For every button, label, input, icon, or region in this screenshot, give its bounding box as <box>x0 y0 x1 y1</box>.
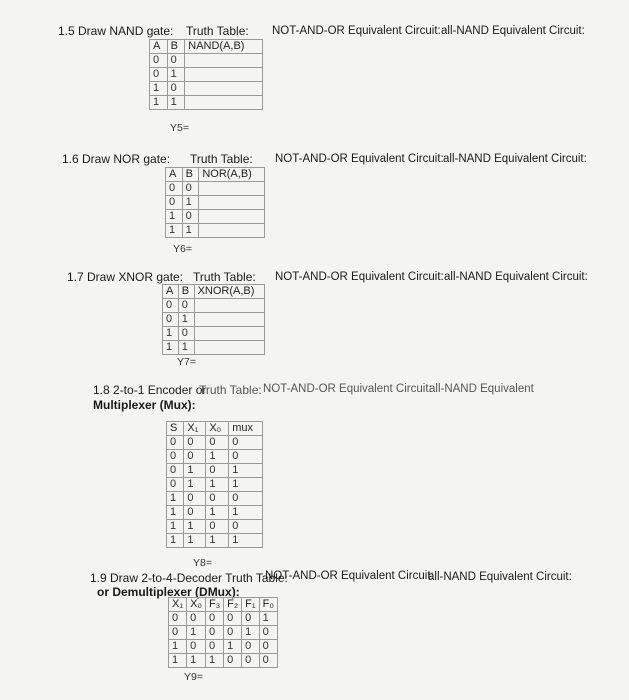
table-cell[interactable] <box>185 68 263 82</box>
xnor-truth-table-label: Truth Table: <box>193 270 256 284</box>
dmux-y-output: Y9= <box>184 671 203 683</box>
table-row <box>167 436 263 450</box>
column-header: B <box>178 285 194 299</box>
table-cell[interactable]: 1 <box>169 654 187 668</box>
table-cell[interactable]: 1 <box>167 68 185 82</box>
table-cell[interactable]: 0 <box>167 436 184 450</box>
table-cell[interactable]: 1 <box>229 506 263 520</box>
table-cell[interactable]: 0 <box>205 612 223 626</box>
table-cell[interactable]: 0 <box>187 612 206 626</box>
table-header-row <box>167 422 263 436</box>
table-cell[interactable]: 0 <box>182 182 199 196</box>
table-row <box>167 520 263 534</box>
table-cell[interactable]: 0 <box>163 299 179 313</box>
table-row <box>167 478 263 492</box>
table-cell[interactable]: 1 <box>169 640 187 654</box>
table-cell[interactable]: 0 <box>167 464 184 478</box>
table-row <box>166 210 265 224</box>
table-row <box>169 654 278 668</box>
column-header: F₃ <box>205 598 223 612</box>
table-cell[interactable] <box>185 82 263 96</box>
nand-truth-table-label: Truth Table: <box>186 24 249 38</box>
column-header: A <box>166 168 183 182</box>
table-cell[interactable] <box>199 210 265 224</box>
table-cell[interactable]: 0 <box>259 640 277 654</box>
table-cell[interactable]: 0 <box>206 492 229 506</box>
nor-y-output: Y6= <box>173 243 192 255</box>
column-header: B <box>167 40 185 54</box>
column-header: S <box>167 422 184 436</box>
table-row <box>163 313 265 327</box>
table-row <box>167 534 263 548</box>
table-row <box>169 626 278 640</box>
table-cell[interactable]: 1 <box>163 327 179 341</box>
dmux-section-title-line1: 1.9 Draw 2-to-4-Decoder Truth Table: <box>90 571 288 585</box>
table-row <box>163 341 265 355</box>
table-cell[interactable]: 0 <box>205 640 223 654</box>
table-cell[interactable]: 0 <box>169 612 187 626</box>
table-cell[interactable]: 1 <box>205 654 223 668</box>
table-cell[interactable] <box>185 54 263 68</box>
column-header: X₀ <box>187 598 206 612</box>
table-cell[interactable]: 0 <box>182 210 199 224</box>
table-cell[interactable] <box>194 299 264 313</box>
column-header: F₁ <box>242 598 259 612</box>
table-header-row <box>169 598 278 612</box>
table-cell[interactable]: 0 <box>229 450 263 464</box>
column-header: XNOR(A,B) <box>194 285 264 299</box>
nor-allnand-label: all-NAND Equivalent Circuit: <box>443 153 587 165</box>
column-header: NAND(A,B) <box>185 40 263 54</box>
table-cell[interactable]: 0 <box>224 612 242 626</box>
nor-notandor-label: NOT-AND-OR Equivalent Circuit: <box>275 153 444 165</box>
xnor-notandor-label: NOT-AND-OR Equivalent Circuit: <box>275 271 444 283</box>
table-row <box>163 299 265 313</box>
table-cell[interactable]: 1 <box>150 96 168 110</box>
table-cell[interactable]: 0 <box>178 299 194 313</box>
table-cell[interactable] <box>199 224 265 238</box>
table-row <box>150 82 263 96</box>
table-row <box>166 196 265 210</box>
table-row <box>150 54 263 68</box>
table-cell[interactable]: 1 <box>229 534 263 548</box>
column-header: B <box>182 168 199 182</box>
table-cell[interactable]: 0 <box>166 196 183 210</box>
table-cell[interactable]: 0 <box>163 313 179 327</box>
table-cell[interactable]: 0 <box>184 506 206 520</box>
table-row <box>169 612 278 626</box>
table-cell[interactable]: 1 <box>178 341 194 355</box>
nand-section-title: 1.5 Draw NAND gate: <box>58 24 174 38</box>
column-header: X₁ <box>169 598 187 612</box>
table-cell[interactable]: 1 <box>167 492 184 506</box>
table-cell[interactable]: 0 <box>242 654 259 668</box>
table-cell[interactable]: 1 <box>229 464 263 478</box>
table-header-row <box>163 285 265 299</box>
mux-truth-table-label: Truth Table: <box>199 383 262 397</box>
table-cell[interactable]: 0 <box>206 520 229 534</box>
table-cell[interactable]: 1 <box>206 506 229 520</box>
nor-truth-table-label: Truth Table: <box>190 152 253 166</box>
table-cell[interactable]: 1 <box>184 520 206 534</box>
table-row <box>167 492 263 506</box>
table-cell[interactable]: 0 <box>167 82 185 96</box>
xnor-section-title: 1.7 Draw XNOR gate: <box>67 270 184 284</box>
column-header: F₂ <box>224 598 242 612</box>
mux-allnand-label: all-NAND Equivalent <box>429 383 534 395</box>
table-cell[interactable] <box>194 341 264 355</box>
column-header: A <box>150 40 168 54</box>
dmux-truth-table <box>168 597 278 668</box>
table-row <box>169 640 278 654</box>
table-cell[interactable]: 1 <box>182 224 199 238</box>
table-cell[interactable]: 0 <box>169 626 187 640</box>
xnor-allnand-label: all-NAND Equivalent Circuit: <box>444 271 588 283</box>
table-cell[interactable] <box>185 96 263 110</box>
column-header: mux <box>229 422 263 436</box>
table-cell[interactable]: 1 <box>206 478 229 492</box>
column-header: X₁ <box>184 422 206 436</box>
table-cell[interactable]: 0 <box>259 626 277 640</box>
dmux-section-title-line2: or Demultiplexer (DMux): <box>97 585 240 599</box>
table-cell[interactable]: 1 <box>184 534 206 548</box>
table-cell[interactable]: 0 <box>167 450 184 464</box>
table-cell[interactable]: 1 <box>184 464 206 478</box>
table-cell[interactable]: 1 <box>206 450 229 464</box>
table-cell[interactable] <box>194 313 264 327</box>
table-header-row <box>150 40 263 54</box>
column-header: X₀ <box>206 422 229 436</box>
column-header: F₀ <box>259 598 277 612</box>
table-cell[interactable]: 0 <box>150 68 168 82</box>
xnor-y-output: Y7= <box>177 356 196 368</box>
table-cell[interactable]: 0 <box>205 626 223 640</box>
column-header: NOR(A,B) <box>199 168 265 182</box>
table-cell[interactable]: 1 <box>224 640 242 654</box>
nor-truth-table <box>165 167 265 238</box>
table-cell[interactable]: 0 <box>166 182 183 196</box>
table-cell[interactable]: 0 <box>187 640 206 654</box>
dmux-notandor-label: NOT-AND-OR Equivalent Circuit: <box>265 570 434 582</box>
dmux-allnand-label: all-NAND Equivalent Circuit: <box>428 571 572 583</box>
table-cell[interactable]: 1 <box>166 224 183 238</box>
table-row <box>150 96 263 110</box>
table-cell[interactable]: 1 <box>150 82 168 96</box>
table-cell[interactable]: 1 <box>167 534 184 548</box>
table-cell[interactable]: 0 <box>184 450 206 464</box>
table-cell[interactable]: 1 <box>166 210 183 224</box>
table-cell[interactable]: 1 <box>242 626 259 640</box>
table-row <box>163 327 265 341</box>
table-cell[interactable] <box>199 196 265 210</box>
table-cell[interactable]: 1 <box>178 313 194 327</box>
table-cell[interactable]: 1 <box>163 341 179 355</box>
mux-notandor-label: NOT-AND-OR Equivalent Circuit: <box>263 383 432 395</box>
table-cell[interactable]: 1 <box>187 626 206 640</box>
column-header: A <box>163 285 179 299</box>
table-cell[interactable]: 0 <box>224 626 242 640</box>
nand-truth-table <box>149 39 263 110</box>
table-cell[interactable]: 1 <box>259 612 277 626</box>
table-cell[interactable]: 0 <box>206 436 229 450</box>
table-cell[interactable]: 1 <box>206 534 229 548</box>
nand-notandor-label: NOT-AND-OR Equivalent Circuit: <box>272 25 441 37</box>
table-row <box>167 450 263 464</box>
table-cell[interactable]: 1 <box>187 654 206 668</box>
table-cell[interactable]: 0 <box>229 436 263 450</box>
table-row <box>167 506 263 520</box>
table-row <box>150 68 263 82</box>
table-cell[interactable]: 1 <box>167 96 185 110</box>
table-cell[interactable]: 0 <box>184 492 206 506</box>
mux-y-output: Y8= <box>193 557 212 569</box>
table-cell[interactable]: 0 <box>242 612 259 626</box>
table-cell[interactable]: 0 <box>259 654 277 668</box>
nand-allnand-label: all-NAND Equivalent Circuit: <box>441 25 585 37</box>
table-cell[interactable]: 1 <box>229 478 263 492</box>
table-cell[interactable]: 1 <box>167 520 184 534</box>
table-row <box>166 224 265 238</box>
table-cell[interactable]: 0 <box>229 492 263 506</box>
table-cell[interactable]: 0 <box>167 478 184 492</box>
table-cell[interactable]: 0 <box>167 54 185 68</box>
table-cell[interactable]: 1 <box>167 506 184 520</box>
nand-y-output: Y5= <box>170 122 189 134</box>
nor-section-title: 1.6 Draw NOR gate: <box>62 152 171 166</box>
xnor-truth-table <box>162 284 265 355</box>
table-cell[interactable] <box>199 182 265 196</box>
table-cell[interactable] <box>194 327 264 341</box>
table-cell[interactable]: 1 <box>184 478 206 492</box>
table-cell[interactable]: 0 <box>229 520 263 534</box>
table-cell[interactable]: 1 <box>182 196 199 210</box>
mux-section-title-line2: Multiplexer (Mux): <box>93 398 196 412</box>
table-row <box>167 464 263 478</box>
table-cell[interactable]: 0 <box>242 640 259 654</box>
table-cell[interactable]: 0 <box>150 54 168 68</box>
table-cell[interactable]: 0 <box>206 464 229 478</box>
table-row <box>166 182 265 196</box>
table-cell[interactable]: 0 <box>178 327 194 341</box>
table-cell[interactable]: 0 <box>184 436 206 450</box>
mux-section-title-line1: 1.8 2-to-1 Encoder or <box>93 383 207 397</box>
table-header-row <box>166 168 265 182</box>
mux-truth-table <box>166 421 263 548</box>
table-cell[interactable]: 0 <box>224 654 242 668</box>
